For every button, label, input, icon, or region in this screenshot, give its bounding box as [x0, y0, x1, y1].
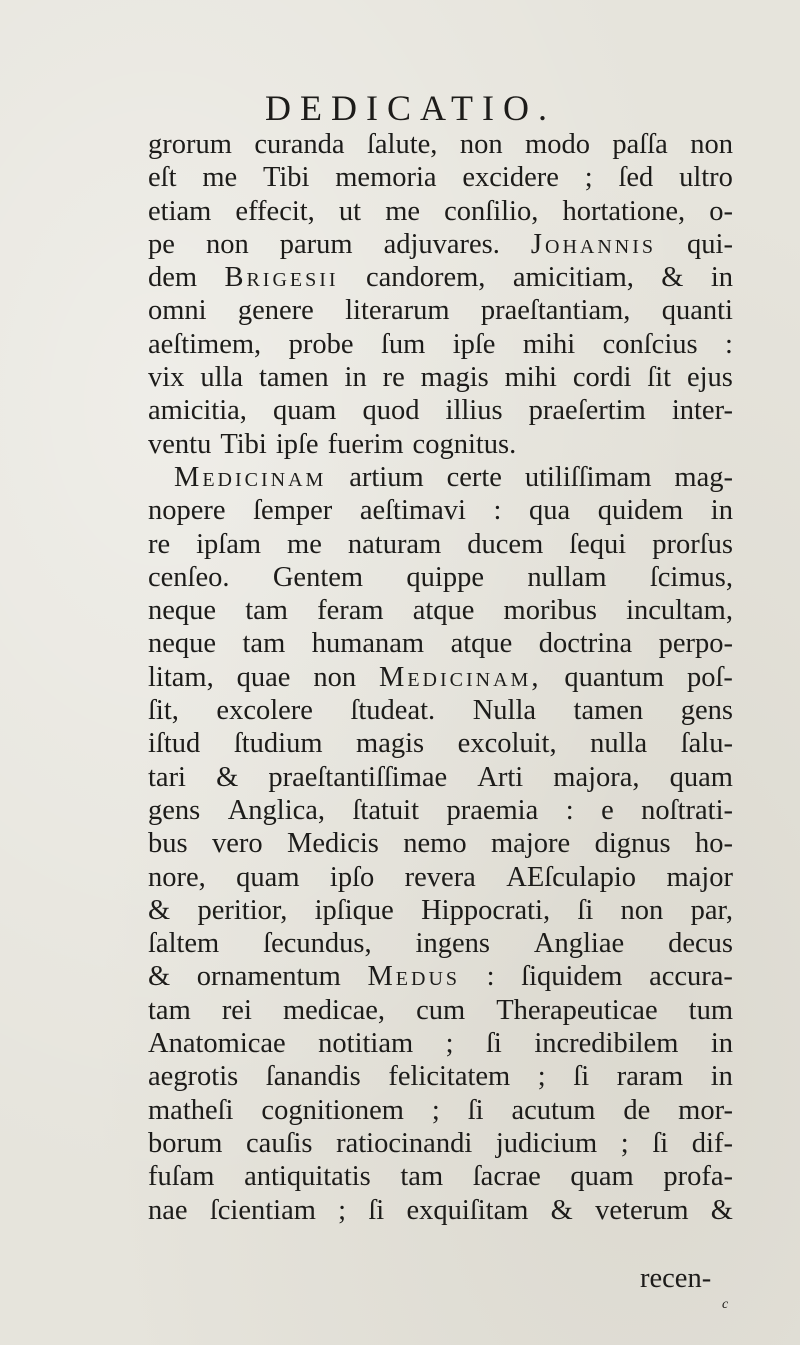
word: ſacrae — [472, 1161, 541, 1193]
word: aeſtimavi — [359, 495, 466, 527]
word: de — [623, 1094, 651, 1126]
word: tum — [688, 994, 733, 1026]
word: ſalu- — [680, 728, 733, 760]
word: feram — [317, 595, 384, 627]
word: majore — [491, 828, 571, 860]
word: non — [620, 894, 664, 926]
word: cenſeo. — [148, 561, 230, 593]
word: gens — [680, 695, 733, 727]
word: ſemper — [253, 495, 333, 527]
word: accura- — [649, 961, 733, 993]
word: nore, — [148, 861, 206, 893]
text-line — [148, 960, 733, 993]
word: notitiam — [318, 1028, 414, 1060]
word: ; — [445, 1028, 454, 1060]
text-line — [148, 594, 733, 627]
word: atque — [412, 595, 475, 627]
word: candorem, — [365, 262, 486, 294]
word: ultro — [679, 162, 733, 194]
word: & — [148, 894, 171, 926]
word: ipſam — [196, 528, 262, 560]
word: Anatomicae — [148, 1028, 286, 1060]
word: praeſtantiſſimae — [268, 761, 448, 793]
word: ho- — [694, 828, 733, 860]
word: in — [710, 495, 733, 527]
word: nopere — [148, 495, 226, 527]
word: mihi — [522, 328, 576, 360]
text-line — [148, 627, 733, 660]
word: & — [550, 1194, 573, 1226]
text-line — [148, 561, 733, 594]
text-line — [148, 994, 733, 1027]
text-line — [148, 528, 733, 561]
word: & — [148, 961, 171, 993]
word: nulla — [590, 728, 648, 760]
word: ipſo — [329, 861, 375, 893]
text-line — [148, 128, 733, 161]
word: literarum — [345, 295, 450, 327]
word: par, — [690, 894, 733, 926]
word: certe — [446, 461, 502, 493]
word: omni — [148, 295, 207, 327]
word: praeſertim — [528, 395, 646, 427]
word: major — [666, 861, 733, 893]
word: tamen — [573, 695, 644, 727]
word: paſſa — [612, 129, 668, 160]
text-line — [148, 361, 733, 394]
word: incultam, — [626, 595, 733, 627]
word: magis — [420, 362, 489, 394]
word: non — [690, 129, 733, 160]
word: nullam — [527, 561, 607, 593]
word: ſi — [467, 1094, 484, 1126]
word: tam — [400, 1161, 444, 1193]
word: tam — [245, 595, 288, 627]
word: ſecundus, — [263, 928, 372, 960]
word: veterum — [595, 1194, 689, 1226]
word: ſaltem — [148, 928, 220, 960]
word: illius — [445, 395, 503, 427]
word: inter- — [671, 395, 733, 427]
word: parum — [279, 228, 353, 260]
word: tam — [148, 994, 191, 1026]
word: nemo — [403, 828, 467, 860]
word: medicae, — [282, 994, 385, 1026]
word: : — [725, 328, 733, 360]
word: adjuvares. — [383, 228, 500, 260]
word: ornamentum — [196, 961, 341, 993]
word: tam — [242, 628, 286, 660]
running-head: DEDICATIO. — [265, 88, 556, 128]
word: raram — [616, 1061, 684, 1093]
word: quae — [236, 661, 291, 693]
word: re — [382, 362, 405, 394]
word: praeſtantiam, — [480, 295, 631, 327]
word: utiliſſimam — [524, 461, 652, 493]
text-line — [148, 228, 733, 261]
word: iſtud — [148, 728, 201, 760]
word: Gentem — [272, 561, 364, 593]
word: Tibi — [262, 162, 310, 194]
word: ſalute, — [366, 129, 438, 160]
word: Tibi — [220, 428, 267, 460]
word: me — [385, 195, 421, 227]
word: profa- — [663, 1161, 733, 1193]
word: dem — [148, 262, 198, 294]
word: ſtudium — [233, 728, 323, 760]
word: qui- — [687, 228, 733, 260]
word: memoria — [335, 162, 437, 194]
word: quidem — [597, 495, 684, 527]
text-line — [148, 1027, 733, 1060]
word: Anglica, — [227, 794, 326, 826]
word: Medicis — [287, 828, 379, 860]
word: cauſis — [246, 1127, 313, 1159]
word: praemia — [446, 794, 539, 826]
word: Angliae — [533, 928, 625, 960]
word: ventu — [148, 428, 212, 460]
word: etiam — [148, 195, 212, 227]
text-line — [148, 195, 733, 228]
word: ſum — [380, 328, 426, 360]
word: effecit, — [235, 195, 315, 227]
word: ſi — [573, 1061, 590, 1093]
word: ingens — [415, 928, 490, 960]
word: humanam — [311, 628, 425, 660]
word: quam — [273, 395, 337, 427]
text-line — [148, 1094, 733, 1127]
word: quantum — [564, 661, 665, 693]
word: & — [216, 761, 239, 793]
word: ; — [338, 1194, 347, 1226]
word: Johannis — [530, 228, 657, 260]
word: & — [710, 1194, 733, 1226]
word: bus — [148, 828, 188, 860]
word: moribus — [503, 595, 597, 627]
word: excolere — [216, 695, 313, 727]
word: doctrina — [538, 628, 633, 660]
word: & — [661, 262, 684, 294]
text-line — [148, 1127, 733, 1160]
word: ducem — [467, 528, 544, 560]
word: Arti — [477, 761, 524, 793]
word: prorſus — [652, 528, 733, 560]
word: modo — [525, 129, 590, 160]
word: excidere — [462, 162, 559, 194]
text-line — [148, 827, 733, 860]
word: incredibilem — [534, 1028, 679, 1060]
word: Therapeuticae — [496, 994, 658, 1026]
word: in — [710, 262, 733, 294]
word: re — [148, 528, 171, 560]
word: ſcimus, — [649, 561, 733, 593]
word: amicitiam, — [512, 262, 634, 294]
word: revera — [404, 861, 476, 893]
word: neque — [148, 595, 217, 627]
word: cognitus. — [412, 428, 517, 460]
signature-mark: c — [722, 1297, 729, 1312]
word: ſit — [647, 362, 672, 394]
word: Medicinam — [174, 461, 327, 493]
word: ſi — [652, 1127, 669, 1159]
word: mihi — [504, 362, 557, 394]
word: rei — [221, 994, 252, 1026]
word: artium — [349, 461, 424, 493]
word: quam — [669, 761, 733, 793]
word: ipſique — [314, 894, 394, 926]
text-line — [148, 894, 733, 927]
word: ; — [584, 162, 593, 194]
word: quanti — [661, 295, 733, 327]
word: : — [486, 961, 495, 993]
word: ſtatuit — [352, 794, 419, 826]
word: me — [202, 162, 238, 194]
word: genere — [237, 295, 314, 327]
text-line — [148, 694, 733, 727]
word: amicitia, — [148, 395, 247, 427]
text-line — [148, 794, 733, 827]
word: mor- — [678, 1094, 733, 1126]
word: qua — [528, 495, 571, 527]
word: quam — [236, 861, 300, 893]
word: nae — [148, 1194, 188, 1226]
word: ſequi — [569, 528, 627, 560]
word: borum — [148, 1127, 223, 1159]
word: perpo- — [658, 628, 733, 660]
word: in — [710, 1061, 733, 1093]
word: Nulla — [472, 695, 537, 727]
word: acutum — [511, 1094, 596, 1126]
word: in — [344, 362, 367, 394]
text-line — [148, 661, 733, 694]
word: tamen — [258, 362, 329, 394]
text-line — [148, 494, 733, 527]
word: gens — [148, 794, 201, 826]
text-line — [148, 1060, 733, 1093]
word: pe — [148, 228, 175, 260]
word: fuerim — [327, 428, 404, 460]
word: antiquitatis — [244, 1161, 371, 1193]
text-line — [148, 861, 733, 894]
word: ; — [537, 1061, 546, 1093]
word: quod — [362, 395, 420, 427]
word: peritior, — [197, 894, 288, 926]
text-line — [148, 927, 733, 960]
word: ; — [620, 1127, 629, 1159]
word: grorum — [148, 129, 232, 160]
word: me — [287, 528, 322, 560]
word: naturam — [347, 528, 442, 560]
text-line — [148, 328, 733, 361]
word: e — [601, 794, 614, 826]
text-line — [148, 261, 733, 294]
word: noſtrati- — [641, 794, 733, 826]
word: in — [710, 1028, 733, 1060]
word: litam, — [148, 661, 214, 693]
text-line — [148, 1194, 733, 1227]
word: Brigesii — [224, 262, 339, 294]
word: ſi — [486, 1028, 502, 1060]
word: ipſe — [275, 428, 319, 460]
word: felicitatem — [388, 1061, 511, 1093]
word: poſ- — [687, 661, 733, 693]
word: atque — [450, 628, 513, 660]
word: ; — [431, 1094, 440, 1126]
word: mag- — [674, 461, 733, 493]
word: ulla — [200, 362, 244, 394]
word: matheſi — [148, 1094, 234, 1126]
word: majora, — [553, 761, 640, 793]
word: AEſculapio — [506, 861, 637, 893]
text-line — [148, 294, 733, 327]
word: Hippocrati, — [421, 894, 551, 926]
word: : — [493, 495, 502, 527]
word: magis — [356, 728, 425, 760]
word: ut — [338, 195, 362, 227]
word: conſcius — [602, 328, 698, 360]
word: vix — [148, 362, 185, 394]
word: eſt — [148, 162, 177, 194]
word: conſilio, — [444, 195, 539, 227]
word: decus — [668, 928, 733, 960]
word: Medus — [367, 961, 461, 993]
text-line — [148, 161, 733, 194]
word: judicium — [495, 1127, 598, 1159]
word: ratiocinandi — [336, 1127, 473, 1159]
word: excoluit, — [457, 728, 557, 760]
text-line — [148, 461, 733, 494]
word: dignus — [594, 828, 671, 860]
word: quam — [570, 1161, 634, 1193]
text-line — [148, 1160, 733, 1193]
word: cum — [416, 994, 466, 1026]
text-line — [148, 394, 733, 427]
word: fuſam — [148, 1161, 215, 1193]
word: ſanandis — [265, 1061, 361, 1093]
word: aeſtimem, — [148, 328, 262, 360]
word: ſcientiam — [209, 1194, 316, 1226]
word: ejus — [686, 362, 733, 394]
word: aegrotis — [148, 1061, 239, 1093]
text-line — [148, 761, 733, 794]
word: ipſe — [452, 328, 496, 360]
word: non — [313, 661, 357, 693]
word: ſed — [618, 162, 654, 194]
word: o- — [709, 195, 733, 227]
word: curanda — [254, 129, 345, 160]
word: : — [565, 794, 574, 826]
word: tari — [148, 761, 186, 793]
text-line — [148, 428, 733, 461]
word: ſiquidem — [521, 961, 623, 993]
word: vero — [212, 828, 263, 860]
word: Medicinam, — [378, 661, 542, 693]
word: non — [205, 228, 249, 260]
word: exquiſitam — [406, 1194, 529, 1226]
text-line — [148, 727, 733, 760]
word: ſtudeat. — [350, 695, 436, 727]
word: ſit, — [148, 695, 179, 727]
word: dif- — [691, 1127, 733, 1159]
word: quippe — [406, 561, 484, 593]
word: ſi — [577, 894, 594, 926]
word: cognitionem — [261, 1094, 404, 1126]
word: neque — [148, 628, 217, 660]
word: hortatione, — [562, 195, 686, 227]
word: cordi — [572, 362, 632, 394]
word: probe — [288, 328, 354, 360]
word: ſi — [368, 1194, 385, 1226]
body-text — [148, 128, 733, 1227]
word: non — [459, 129, 503, 160]
catchword: recen- — [640, 1263, 712, 1294]
